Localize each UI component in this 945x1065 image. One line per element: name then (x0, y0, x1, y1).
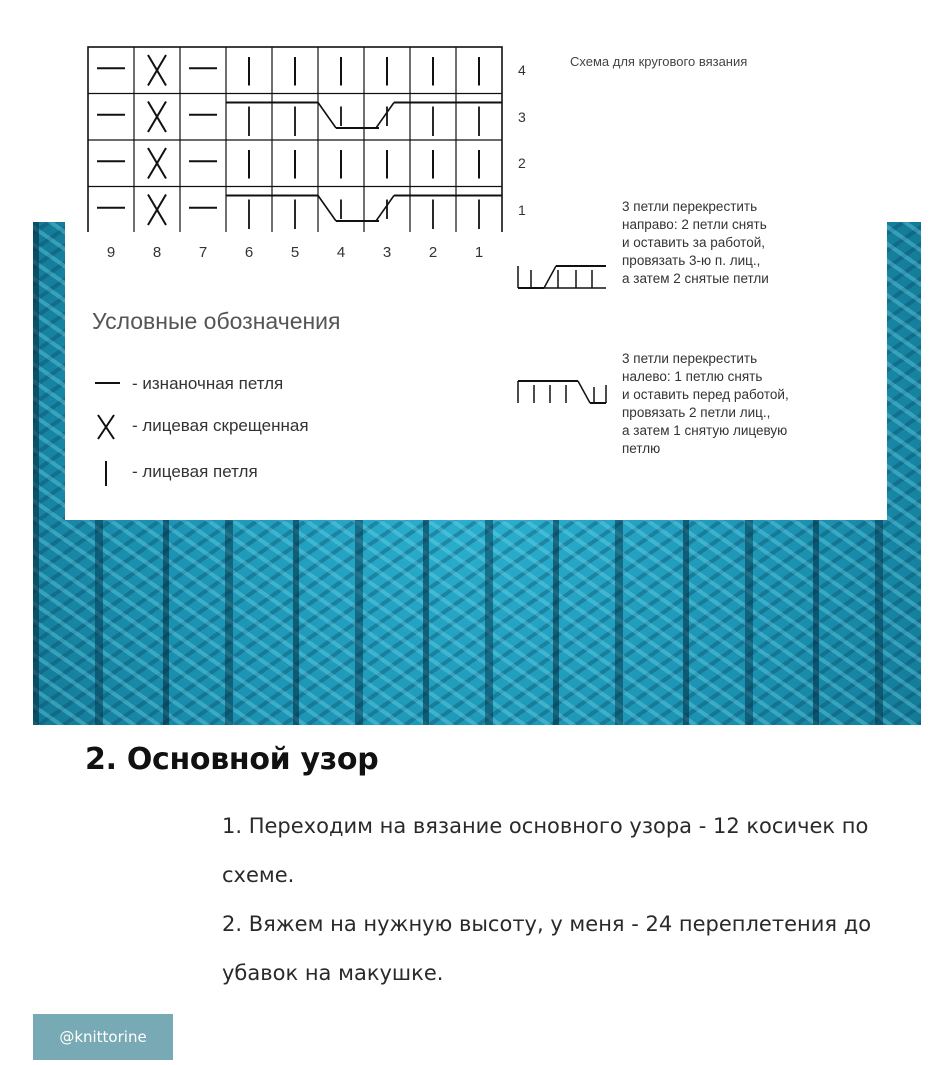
cable-left-cross-icon (516, 375, 608, 407)
cable-right-line: 3 петли перекрестить (622, 199, 758, 214)
instruction-paragraph-2: 2. Вяжем на нужную высоту, у меня - 24 переплетения до убавок на макушке. (222, 912, 872, 985)
instruction-paragraph-1: 1. Переходим на вязание основного узора - 12 косичек по схеме. (222, 814, 869, 887)
row-number-4: 4 (518, 62, 526, 78)
cable-left-line: и оставить перед работой, (622, 387, 789, 402)
author-tag[interactable]: @knittorine (33, 1014, 173, 1060)
column-number-4: 4 (336, 244, 346, 261)
twisted-knit-x-icon (90, 412, 124, 442)
legend-text-knit: - лицевая петля (132, 462, 258, 481)
cable-left-description (622, 350, 884, 458)
section-heading: 2. Основной узор (85, 742, 379, 777)
cable-left-line: а затем 1 снятую лицевую (622, 423, 788, 438)
cable-left-line: петлю (622, 441, 661, 456)
legend-text-twisted-knit: - лицевая скрещенная (132, 416, 309, 435)
column-number-5: 5 (290, 244, 300, 261)
legend-item-purl (90, 370, 490, 400)
knit-bar-icon (90, 458, 124, 488)
legend-text-purl: - изнаночная петля (132, 374, 284, 393)
chart-title: Схема для кругового вязания (570, 54, 748, 69)
cable-right-line: и оставить за работой, (622, 235, 766, 250)
cable-left-line: провязать 2 петли лиц., (622, 405, 771, 420)
cable-right-line: а затем 2 снятые петли (622, 271, 769, 286)
cable-right-line: направо: 2 петли снять (622, 217, 767, 232)
purl-dash-icon (90, 370, 124, 400)
legend-item-twisted-knit (90, 412, 490, 442)
column-number-3: 3 (382, 244, 392, 261)
cable-right-cross-icon (516, 260, 608, 292)
column-number-2: 2 (428, 244, 438, 261)
cable-right-description (622, 198, 884, 288)
column-number-8: 8 (152, 244, 162, 261)
stitch-chart (87, 46, 503, 232)
cable-diagonal (376, 103, 394, 129)
column-number-7: 7 (198, 244, 208, 261)
row-number-1: 1 (518, 202, 526, 218)
column-numbers (88, 244, 503, 264)
cable-left-line: 3 петли перекрестить (622, 351, 758, 366)
row-number-2: 2 (518, 155, 526, 171)
column-number-9: 9 (106, 244, 116, 261)
legend-title: Условные обозначения (92, 308, 341, 334)
cable-diagonal (318, 196, 336, 222)
column-number-1: 1 (474, 244, 484, 261)
stitch-chart-grid (87, 46, 503, 232)
column-number-6: 6 (244, 244, 254, 261)
cable-right-line: провязать 3-ю п. лиц., (622, 253, 761, 268)
cable-diagonal (318, 103, 336, 129)
cable-diagonal (376, 196, 394, 222)
legend-item-knit (90, 458, 490, 488)
row-number-3: 3 (518, 109, 526, 125)
cable-left-line: налево: 1 петлю снять (622, 369, 763, 384)
